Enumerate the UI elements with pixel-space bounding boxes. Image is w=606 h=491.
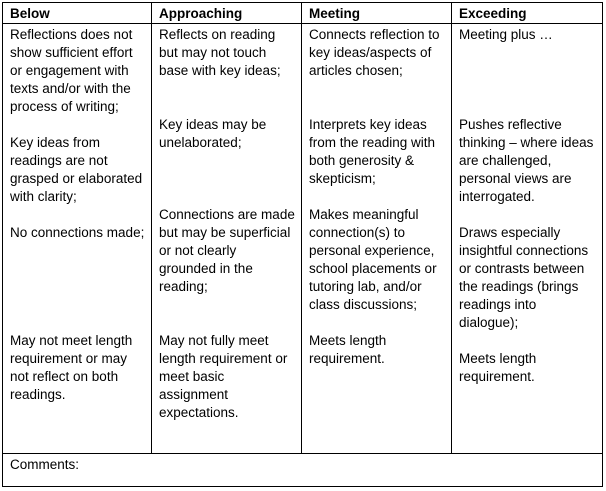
criterion-text: May not meet length requirement or may not reflect on both readings.	[10, 333, 133, 402]
criteria-row	[3, 24, 603, 454]
rubric-table	[2, 2, 603, 487]
criterion-text: Draws especially insightful connections or contrasts between the readings (brings readings into dialogue);	[459, 225, 589, 330]
column-exceeding	[452, 24, 603, 454]
header-meeting: Meeting	[302, 3, 452, 24]
column-meeting	[302, 24, 452, 454]
criterion-text: Reflects on reading but may not touch base with key ideas;	[159, 27, 281, 78]
comments-row	[3, 454, 603, 487]
criterion-text: No connections made;	[10, 225, 145, 240]
criterion-text: Reflections does not show sufficient effort or engagement with texts and/or with the process of writing;	[10, 27, 133, 114]
header-below: Below	[3, 3, 152, 24]
criterion-text: Pushes reflective thinking – where ideas are challenged, personal views are interrogated.	[459, 117, 594, 204]
header-row	[3, 3, 603, 24]
header-exceeding: Exceeding	[452, 3, 603, 24]
criterion-text: Interprets key ideas from the reading with both generosity & skepticism;	[309, 117, 436, 186]
criterion-text: Key ideas may be unelaborated;	[159, 117, 267, 150]
header-approaching: Approaching	[152, 3, 302, 24]
criterion-text: Connects reflection to key ideas/aspects of articles chosen;	[309, 27, 440, 78]
criterion-text: Connections are made but may be superficial or not clearly grounded in the reading;	[159, 207, 295, 294]
comments-cell[interactable]	[3, 454, 603, 487]
criterion-text: Key ideas from readings are not grasped or elaborated with clarity;	[10, 135, 143, 204]
criterion-text: May not fully meet length requirement or meet basic assignment expectations.	[159, 333, 288, 420]
comments-label: Comments:	[10, 457, 80, 472]
column-approaching	[152, 24, 302, 454]
criterion-text: Makes meaningful connection(s) to personal experience, school placements or tutoring lab, and/or class discussions;	[309, 207, 437, 312]
criterion-text: Meeting plus …	[459, 27, 553, 42]
criterion-text: Meets length requirement.	[309, 333, 387, 366]
column-below	[3, 24, 152, 454]
criterion-text: Meets length requirement.	[459, 351, 537, 384]
